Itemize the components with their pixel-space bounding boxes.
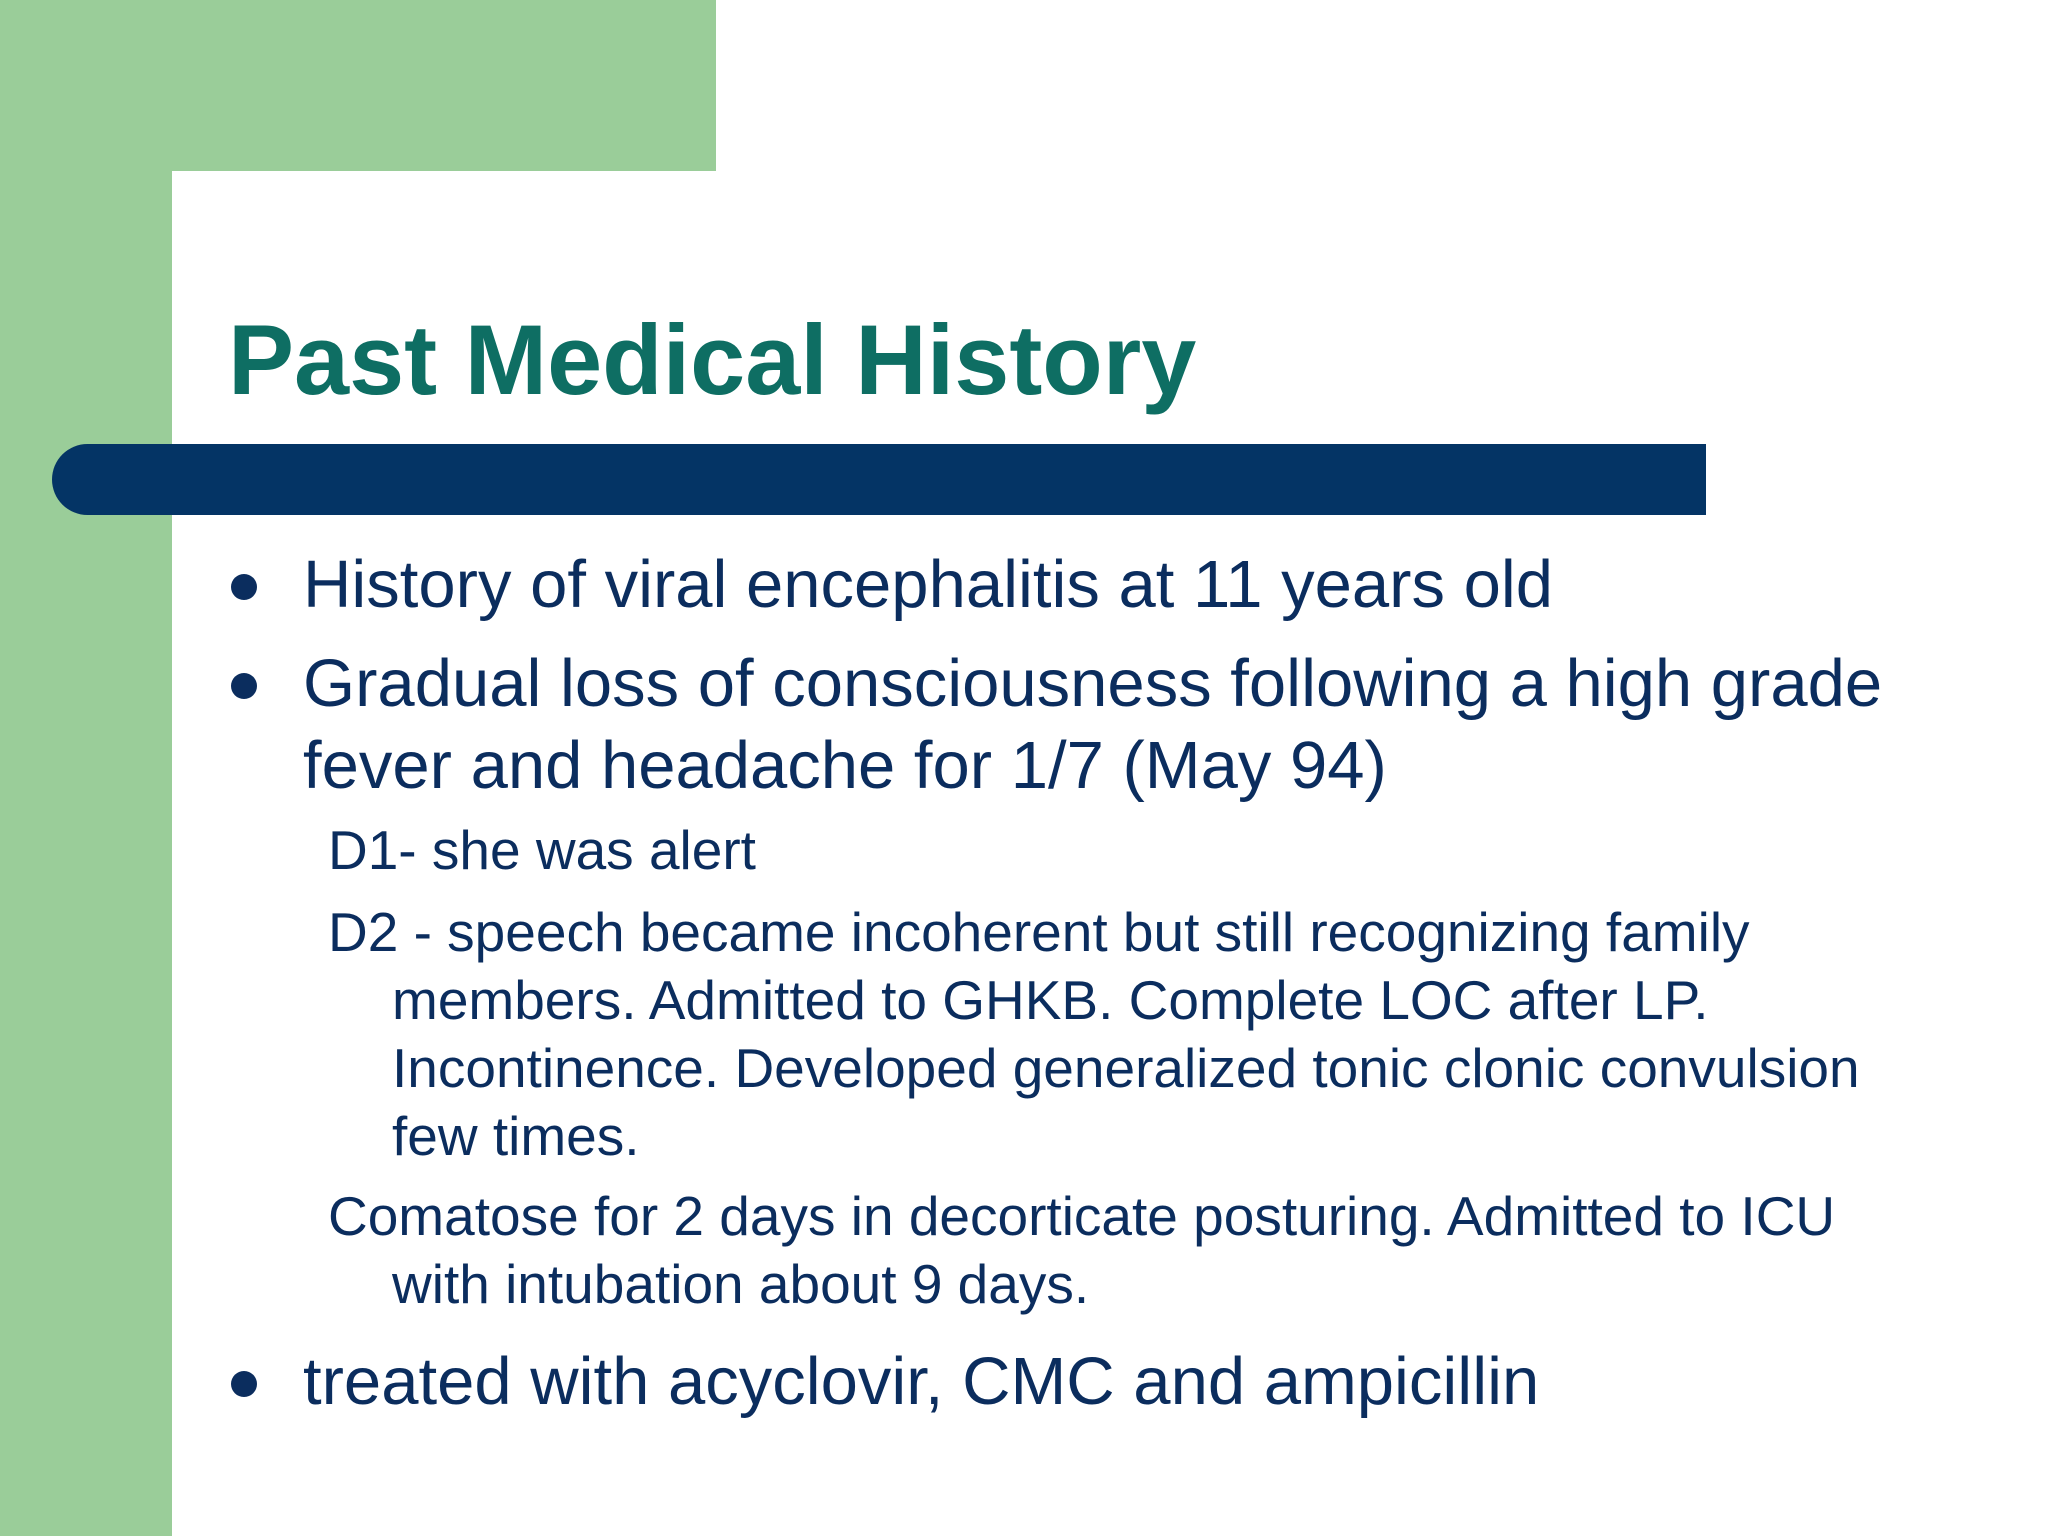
sub-item: Comatose for 2 days in decorticate posturing. Admitted to ICU with intubation about 9 days. xyxy=(328,1185,1836,1315)
bullet-item: History of viral encephalitis at 11 years old xyxy=(303,547,1554,622)
bullet-item: Gradual loss of consciousness following a high grade fever and headache for 1/7 (May 94) xyxy=(303,646,1883,803)
bullet-item: treated with acyclovir, CMC and ampicillin xyxy=(303,1344,1540,1419)
bullet-dot-icon xyxy=(231,1371,257,1397)
sub-item: D2 - speech became incoherent but still recognizing family members. Admitted to GHKB. Complete LOC after LP. Incontinence. Developed generalized tonic clonic convulsion few times. xyxy=(328,901,1860,1167)
sub-item: D1- she was alert xyxy=(328,819,756,881)
slide-title: Past Medical History xyxy=(228,304,1197,415)
bullet-dot-icon xyxy=(231,574,257,600)
bullet-dot-icon xyxy=(231,673,257,699)
